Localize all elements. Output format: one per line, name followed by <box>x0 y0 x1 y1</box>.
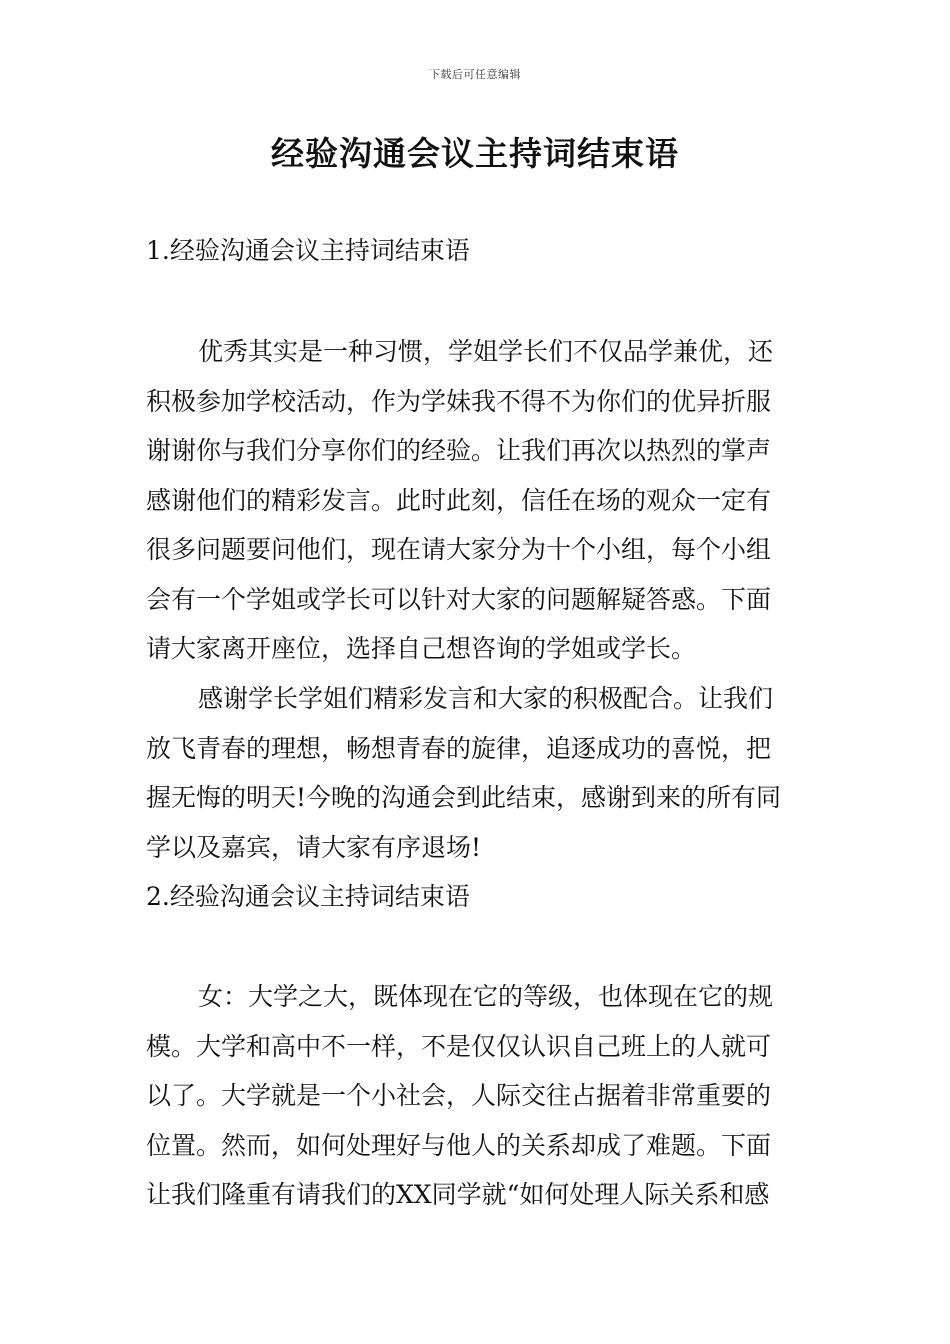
paragraph-line: 位置。然而，如何处理好与他人的关系却成了难题。下面 <box>146 1130 772 1160</box>
section-2-paragraph-1 <box>146 972 806 1220</box>
paragraph-line: 女：大学之大，既体现在它的等级，也体现在它的规 <box>198 982 774 1011</box>
paragraph-line: 优秀其实是一种习惯，学姐学长们不仅品学兼优，还 <box>198 337 774 366</box>
paragraph-line: 学以及嘉宾，请大家有序退场! <box>146 832 482 862</box>
paragraph-line: 感谢学长学姐们精彩发言和大家的积极配合。让我们 <box>198 684 774 713</box>
document-title: 经验沟通会议主持词结束语 <box>271 134 679 173</box>
section-1 <box>146 226 806 276</box>
paragraph-line: 握无悔的明天!今晚的沟通会到此结束，感谢到来的所有同 <box>146 783 782 812</box>
paragraph-line: 很多问题要问他们，现在请大家分为十个小组，每个小组 <box>146 535 772 564</box>
header-note: 下载后可任意编辑 <box>429 68 521 81</box>
section-1-paragraph-2 <box>146 674 806 872</box>
paragraph-line: 会有一个学姐或学长可以针对大家的问题解疑答惑。下面 <box>146 584 772 614</box>
section-heading: 1.经验沟通会议主持词结束语 <box>146 236 470 265</box>
paragraph-line: 放飞青春的理想，畅想青春的旋律，追逐成功的喜悦，把 <box>146 733 772 763</box>
paragraph-line: 积极参加学校活动，作为学妹我不得不为你们的优异折服 <box>146 386 772 416</box>
paragraph-line: 让我们隆重有请我们的XX同学就“如何处理人际关系和感 <box>146 1180 770 1209</box>
section-heading: 2.经验沟通会议主持词结束语 <box>146 882 470 911</box>
section-1-paragraph-1 <box>146 327 806 674</box>
paragraph-line: 以了。大学就是一个小社会，人际交往占据着非常重要的 <box>146 1081 772 1110</box>
section-2 <box>146 872 806 922</box>
paragraph-line: 感谢他们的精彩发言。此时此刻，信任在场的观众一定有 <box>146 485 772 515</box>
paragraph-line: 请大家离开座位，选择自己想咨询的学姐或学长。 <box>146 634 697 663</box>
paragraph-line: 谢谢你与我们分享你们的经验。让我们再次以热烈的掌声 <box>146 436 772 465</box>
paragraph-line: 模。大学和高中不一样，不是仅仅认识自己班上的人就可 <box>146 1031 772 1061</box>
